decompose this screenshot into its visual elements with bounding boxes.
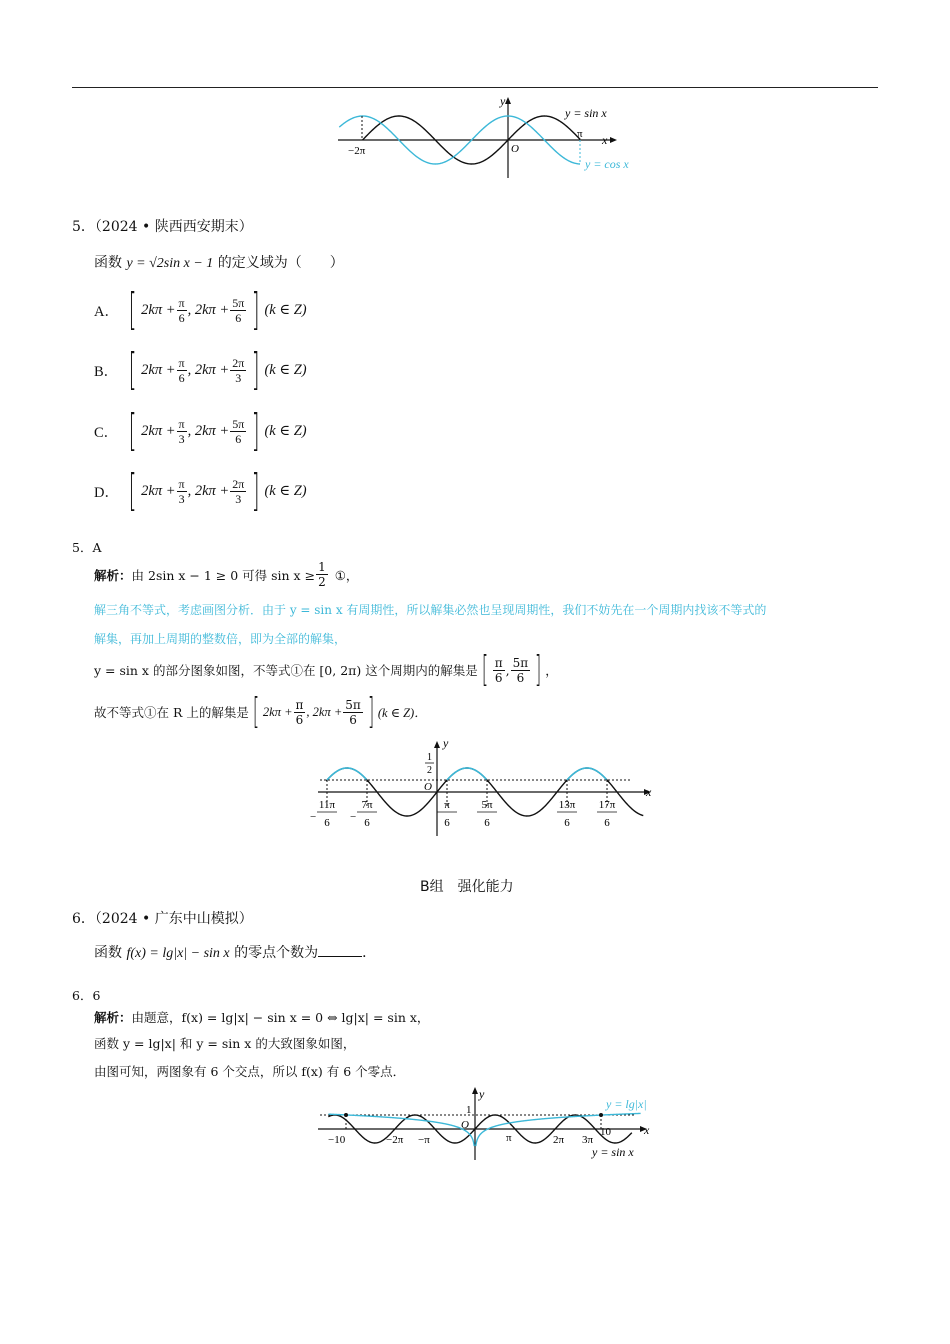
q5-d-frac2-num: 2π (232, 476, 245, 491)
fig3-lg-curve (329, 1113, 641, 1146)
top-rule (72, 87, 878, 88)
q5-c-tail: (k ∈ Z) (264, 422, 307, 439)
fig2-tick-den: 6 (484, 817, 490, 829)
q6-stem-pre: 函数 (94, 945, 122, 961)
a6-jiexi: 解析： (94, 1010, 132, 1025)
a5-line1-frac-num: 1 (318, 560, 326, 574)
fig2-half-den: 2 (427, 765, 432, 776)
fig2-tick-num: π (444, 799, 450, 811)
q5-option-a[interactable] (94, 286, 307, 334)
a5-line4-frac2-den: 6 (349, 712, 357, 727)
a6-answer: 6．6 (72, 988, 101, 1003)
q5-stem-pre: 函数 (94, 255, 122, 271)
fig3-2pi: 2π (553, 1134, 565, 1146)
fig3-neg2pi: −2π (386, 1134, 404, 1146)
a5-line1-a: 由 2sin x − 1 ≥ 0 可得 sin x ≥ (131, 567, 316, 583)
fig2-tick-den: 6 (604, 817, 610, 829)
q5-c-part1: 2kπ + (141, 422, 176, 439)
q5-option-b-math: [ 2kπ + $\frac{\pi}{6}$ , 2kπ + $\frac{2\pi}{3}$ ] (k ∈ Z) (128, 344, 307, 395)
q5-a-frac2-num: 5π (232, 295, 245, 310)
q5-d-part1: 2kπ + (141, 482, 176, 499)
a5-note-line2: 解集，再加上周期的整数倍，即为全部的解集， (94, 632, 347, 646)
q5-a-part2: , 2kπ + (187, 301, 230, 318)
section-b-heading: B组 强化能力 (420, 879, 514, 895)
fig1-x-arrow (610, 137, 617, 143)
fig1-x-label: x (602, 133, 608, 147)
q5-option-b[interactable] (94, 346, 307, 394)
q5-option-d-math: [ 2kπ + $\frac{\pi}{3}$ , 2kπ + $\frac{2\pi}{3}$ ] (k ∈ Z) (128, 465, 307, 516)
fig3-lg-label: y = lg|x| (606, 1097, 647, 1111)
q5-option-c-label: C． (94, 424, 119, 441)
a5-line4-d: (k ∈ Z)． (377, 706, 427, 720)
fig2-tick-minus: − (349, 811, 357, 823)
fig3-x-label: x (644, 1123, 650, 1137)
fig1-origin: O (511, 143, 519, 155)
q5-c-frac1-den: 3 (178, 431, 185, 446)
a5-jiexi: 解析： (94, 567, 132, 583)
a5-line3: y = sin x 的部分图象如图，不等式①在 [0, 2π) 这个周期内的解集是 [ $\frac{\pi}{6}$ , $\frac{5\pi}{6}$ ] ， (94, 649, 558, 690)
a5-line3-frac2-den: 6 (516, 670, 525, 685)
a5-line4-c: , 2kπ + (306, 704, 343, 719)
fig3-10: 10 (600, 1126, 611, 1138)
fig2-above-half (327, 768, 607, 780)
q5-d-frac2-den: 3 (235, 491, 242, 506)
a5-line3-a: y = sin x 的部分图象如图，不等式①在 [0, 2π) 这个周期内的解集是 (94, 663, 478, 678)
a5-line4-frac1-num: π (295, 697, 304, 712)
figure-sin-half (310, 738, 660, 838)
q5-a-frac1-den: 6 (178, 310, 185, 325)
q5-b-frac1-num: π (178, 355, 185, 370)
q5-d-frac1-den: 3 (178, 491, 185, 506)
q6-answer-blank[interactable] (318, 942, 362, 957)
q5-b-part1: 2kπ + (141, 361, 176, 378)
q5-title: 5．（2024 • 陕西西安期末） (72, 219, 253, 235)
fig2-origin: O (424, 781, 432, 793)
a6-line1 (94, 1008, 429, 1026)
a5-line3-b: ， (545, 663, 558, 678)
q5-option-a-label: A． (94, 303, 119, 320)
fig3-3pi: 3π (582, 1134, 594, 1146)
q5-d-frac1-num: π (178, 476, 185, 491)
q6-title: 6．（2024 • 广东中山模拟） (72, 911, 253, 927)
q5-option-c-math: [ 2kπ + $\frac{\pi}{3}$ , 2kπ + $\frac{5\pi}{6}$ ] (k ∈ Z) (128, 405, 307, 456)
fig3-pi: π (506, 1132, 512, 1144)
fig3-y-label: y (479, 1087, 485, 1101)
q5-stem (94, 252, 344, 272)
fig3-one: 1 (466, 1104, 472, 1116)
fig2-tick-num: 11π (318, 799, 336, 811)
a5-line1 (94, 560, 358, 589)
fig3-origin: O (461, 1119, 469, 1131)
fig2-y-arrow (434, 741, 440, 748)
q5-b-tail: (k ∈ Z) (264, 361, 307, 378)
fig2-tick-num: 13π (558, 799, 576, 811)
fig1-cos-label: y = cos x (585, 157, 629, 171)
q5-stem-post: 的定义域为（ ） (217, 255, 344, 271)
fig2-tick-num: 7π (361, 799, 373, 811)
figure-sin-cos (330, 92, 650, 184)
fig2-x-label: x (646, 785, 652, 799)
q5-option-a-math: [ 2kπ + $\frac{\pi}{6}$ , 2kπ + $\frac{5\pi}{6}$ ] (k ∈ Z) (128, 284, 307, 335)
q5-option-c[interactable] (94, 407, 307, 455)
fig2-tick-minus: − (310, 811, 317, 823)
q5-d-part2: , 2kπ + (187, 482, 230, 499)
q5-a-part1: 2kπ + (141, 301, 176, 318)
q5-b-frac2-den: 3 (235, 370, 242, 385)
a5-line1-b: ①， (334, 567, 359, 583)
q5-b-frac2-num: 2π (232, 355, 245, 370)
a5-line4-b: 2kπ + (262, 704, 293, 719)
a5-answer: 5．A (72, 540, 102, 555)
fig2-tick-num: 5π (481, 799, 493, 811)
q5-a-tail: (k ∈ Z) (264, 301, 307, 318)
fig3-y-arrow (472, 1087, 478, 1094)
fig2-tick-den: 6 (324, 817, 330, 829)
a5-line3-frac1-num: π (494, 655, 503, 670)
q6-stem (94, 942, 376, 962)
fig3-negpi: −π (418, 1134, 430, 1146)
fig3-sin-label: y = sin x (592, 1145, 634, 1159)
q5-d-tail: (k ∈ Z) (264, 482, 307, 499)
q5-b-frac1-den: 6 (178, 370, 185, 385)
a5-line4-a: 故不等式①在 R 上的解集是 (94, 705, 249, 720)
q5-option-d-label: D． (94, 484, 119, 501)
fig2-tick-den: 6 (364, 817, 370, 829)
q6-stem-post: 的零点个数为 (234, 945, 319, 961)
fig2-tick-den: 6 (564, 817, 570, 829)
a5-line4: 故不等式①在 R 上的解集是 [ 2kπ + $\frac{\pi}{6}$ , 2kπ + $\frac{5\pi}{6}$ ] (k ∈ Z)． (94, 691, 427, 732)
fig1-sin-label: y = sin x (565, 106, 607, 120)
q5-option-b-label: B． (94, 363, 119, 380)
q5-c-frac1-num: π (178, 416, 185, 431)
a5-line4-frac2-num: 5π (345, 697, 361, 712)
fig2-half-num: 1 (427, 752, 432, 763)
a5-line3-frac2-num: 5π (512, 655, 529, 670)
a6-line1-text: 由题意，f(x) = lg|x| − sin x = 0 ⇔ lg|x| = sin x， (131, 1010, 430, 1025)
fig3-neg10: −10 (328, 1134, 346, 1146)
q5-c-frac2-num: 5π (232, 416, 245, 431)
fig2-tick-num: 17π (598, 799, 616, 811)
fig1-pi: π (577, 128, 583, 140)
a6-line3: 由图可知，两图象有 6 个交点，所以 f(x) 有 6 个零点． (94, 1064, 406, 1079)
fig2-tick-labels (310, 780, 617, 829)
q5-c-frac2-den: 6 (235, 431, 242, 446)
q5-c-part2: , 2kπ + (187, 422, 230, 439)
a5-line1-frac-den: 2 (318, 575, 326, 589)
q5-b-part2: , 2kπ + (187, 361, 230, 378)
q5-a-frac1-num: π (178, 295, 185, 310)
fig2-tick-den: 6 (444, 817, 450, 829)
q6-stem-math: f(x) = lg|x| − sin x (126, 946, 230, 961)
q5-stem-math: y = √2sin x − 1 (126, 256, 214, 271)
q6-stem-end: ． (362, 945, 377, 961)
q5-option-d[interactable] (94, 467, 307, 515)
a6-line2: 函数 y = lg|x| 和 y = sin x 的大致图象如图， (94, 1036, 356, 1051)
fig1-y-label: y (500, 94, 506, 108)
a5-note-line1: 解三角不等式，考虑画图分析．由于 y = sin x 有周期性，所以解集必然也呈现周期性，我们不妨先在一个周期内找该不等式的 (94, 603, 767, 617)
fig1-y-arrow (505, 97, 511, 104)
a5-line4-frac1-den: 6 (295, 712, 304, 727)
a5-line3-frac1-den: 6 (494, 670, 503, 685)
fig2-y-label: y (443, 738, 449, 750)
figure-lg-sin (310, 1086, 660, 1162)
fig1-neg2pi: −2π (348, 145, 366, 157)
q5-a-frac2-den: 6 (235, 310, 242, 325)
